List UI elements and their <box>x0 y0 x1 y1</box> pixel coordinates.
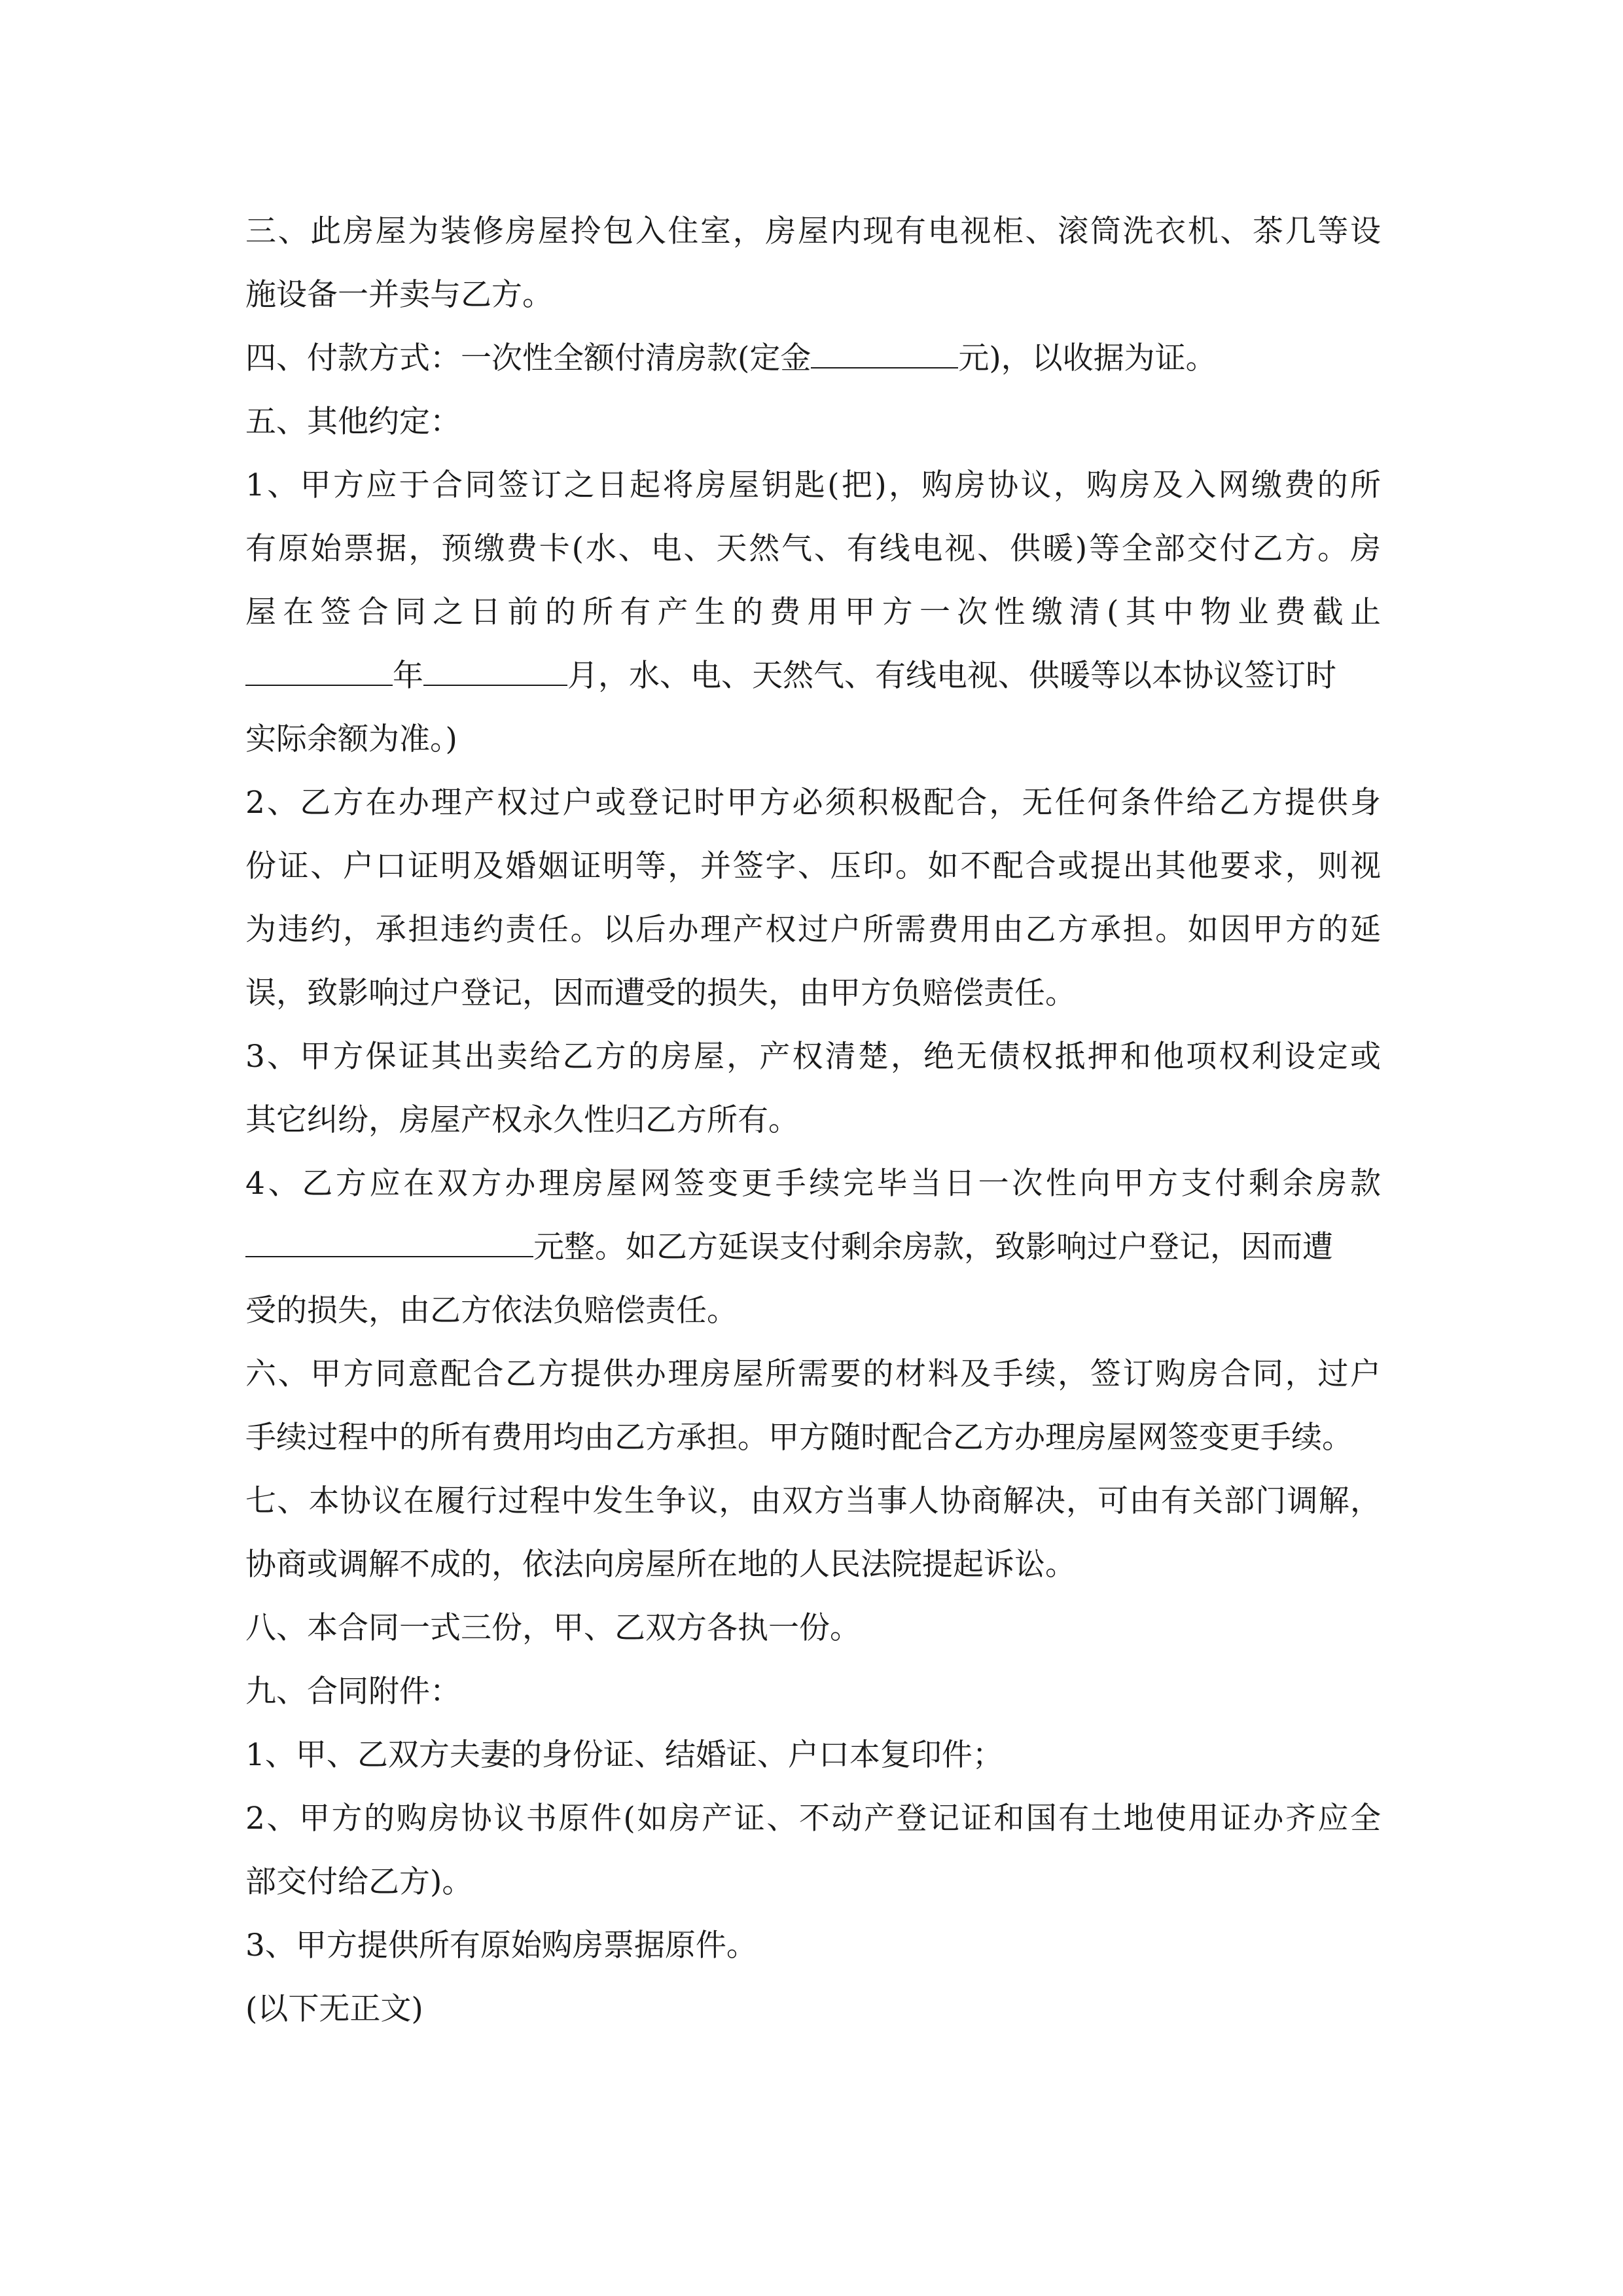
text-line <box>245 708 1381 771</box>
line-text: 2、甲方的购房协议书原件(如房产证、不动产登记证和国有土地使用证办齐应全 <box>245 1801 1381 1837</box>
text-line <box>245 644 1381 708</box>
text-line <box>245 961 1381 1025</box>
text-line <box>245 327 1381 390</box>
text-line <box>245 1660 1381 1723</box>
line-text: 九、合同附件： <box>245 1674 461 1710</box>
text-line <box>245 1850 1381 1914</box>
text-line <box>245 1596 1381 1660</box>
deposit-blank <box>811 367 958 368</box>
line-text: 施设备一并卖与乙方。 <box>245 277 553 313</box>
line-text: 屋在签合同之日前的所有产生的费用甲方一次性缴清(其中物业费截止 <box>245 594 1381 630</box>
text-line <box>245 1977 1381 2041</box>
line-text: (以下无正文) <box>245 1991 423 2027</box>
line-text: 1、甲方应于合同签订之日起将房屋钥匙(把)，购房协议，购房及入网缴费的所 <box>245 467 1381 503</box>
text-line <box>245 1533 1381 1596</box>
text-line <box>245 390 1381 454</box>
text-line <box>245 898 1381 961</box>
line-text: 为违约，承担违约责任。以后办理产权过户所需费用由乙方承担。如因甲方的延 <box>245 912 1381 948</box>
text-line <box>245 1914 1381 1977</box>
document-body <box>245 200 1381 2041</box>
text-line <box>245 200 1381 263</box>
line-text: 受的损失，由乙方依法负赔偿责任。 <box>245 1293 738 1329</box>
text-line <box>245 1152 1381 1215</box>
text-line <box>245 581 1381 644</box>
line-text: 月，水、电、天然气、有线电视、供暖等以本协议签订时 <box>567 658 1336 694</box>
line-text: 五、其他约定： <box>245 404 461 440</box>
line-text: 3、甲方保证其出卖给乙方的房屋，产权清楚，绝无债权抵押和他项权利设定或 <box>245 1039 1381 1075</box>
text-line <box>245 1279 1381 1342</box>
text-line <box>245 1088 1381 1152</box>
line-text: 部交付给乙方)。 <box>245 1864 473 1900</box>
line-text: 3、甲方提供所有原始购房票据原件。 <box>245 1928 757 1964</box>
line-text: 六、甲方同意配合乙方提供办理房屋所需要的材料及手续，签订购房合同，过户 <box>245 1356 1381 1392</box>
line-text: 七、本协议在履行过程中发生争议，由双方当事人协商解决，可由有关部门调解， <box>245 1483 1381 1519</box>
line-text: 年 <box>393 658 423 694</box>
text-line <box>245 263 1381 327</box>
text-line <box>245 454 1381 517</box>
line-text: 元)，以收据为证。 <box>958 340 1217 376</box>
line-text: 四、付款方式：一次性全额付清房款(定金 <box>245 340 812 376</box>
line-text: 手续过程中的所有费用均由乙方承担。甲方随时配合乙方办理房屋网签变更手续。 <box>245 1420 1353 1456</box>
year-blank <box>245 684 393 686</box>
text-line <box>245 517 1381 581</box>
text-line <box>245 771 1381 834</box>
line-text: 2、乙方在办理产权过户或登记时甲方必须积极配合，无任何条件给乙方提供身 <box>245 785 1381 821</box>
line-text: 1、甲、乙双方夫妻的身份证、结婚证、户口本复印件； <box>245 1737 1003 1773</box>
remaining-amount-blank <box>245 1255 533 1257</box>
line-text: 有原始票据，预缴费卡(水、电、天然气、有线电视、供暖)等全部交付乙方。房 <box>245 531 1381 567</box>
text-line <box>245 1342 1381 1406</box>
text-line <box>245 1406 1381 1469</box>
line-text: 其它纠纷，房屋产权永久性归乙方所有。 <box>245 1102 799 1138</box>
text-line <box>245 1469 1381 1533</box>
month-blank <box>423 684 567 686</box>
text-line <box>245 834 1381 898</box>
line-text: 4、乙方应在双方办理房屋网签变更手续完毕当日一次性向甲方支付剩余房款 <box>245 1166 1381 1202</box>
line-text: 三、此房屋为装修房屋拎包入住室，房屋内现有电视柜、滚筒洗衣机、茶几等设 <box>245 213 1381 249</box>
line-text: 实际余额为准。) <box>245 721 457 757</box>
text-line <box>245 1723 1381 1787</box>
line-text: 份证、户口证明及婚姻证明等，并签字、压印。如不配合或提出其他要求，则视 <box>245 848 1381 884</box>
line-text: 元整。如乙方延误支付剩余房款，致影响过户登记，因而遭 <box>533 1229 1333 1265</box>
line-text: 协商或调解不成的，依法向房屋所在地的人民法院提起诉讼。 <box>245 1547 1076 1583</box>
line-text: 误，致影响过户登记，因而遭受的损失，由甲方负赔偿责任。 <box>245 975 1076 1011</box>
line-text: 八、本合同一式三份，甲、乙双方各执一份。 <box>245 1610 861 1646</box>
text-line <box>245 1025 1381 1088</box>
text-line <box>245 1215 1381 1279</box>
text-line <box>245 1787 1381 1850</box>
